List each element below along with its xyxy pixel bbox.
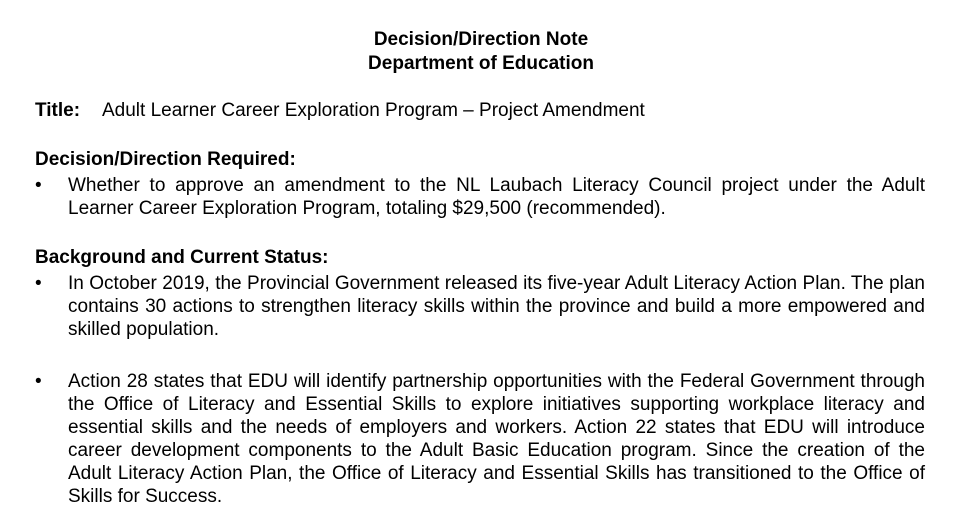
bullet-icon: • [35,273,42,294]
document-header [0,28,962,76]
decision-heading: Decision/Direction Required: [35,149,296,170]
title-line [35,99,935,122]
background-bullet-text: Action 28 states that EDU will identify partnership opportunities with the Federal Government through the Office of Literacy and Essential Skills to explore initiatives supporting workplace literacy and essential skills and the needs of employers and workers. Action 22 states that EDU will introduce career development components to the Adult Basic Education program. Since the creation of the Adult Literacy Action Plan, the Office of Literacy and Essential Skills has transitioned to the Office of Skills for Success. [68,371,925,507]
background-bullet-1 [35,272,925,341]
background-bullet-text: In October 2019, the Provincial Government released its five-year Adult Literacy Action Plan. The plan contains 30 actions to strengthen literacy skills within the province and build a more empowered and skilled population. [68,273,925,340]
note-type-heading: Decision/Direction Note [373,29,589,50]
title-value: Adult Learner Career Exploration Program – Project Amendment [102,100,645,121]
background-bullet-2 [35,370,925,508]
department-heading: Department of Education [368,53,594,74]
title-label: Title: [35,100,81,121]
bullet-icon: • [35,175,42,196]
bullet-icon: • [35,371,42,392]
decision-bullet-text: Whether to approve an amendment to the NL Laubach Literacy Council project under the Adult Learner Career Exploration Program, totaling $29,500 (recommended). [68,175,925,219]
decision-bullet-1 [35,174,925,220]
background-heading: Background and Current Status: [35,247,329,268]
